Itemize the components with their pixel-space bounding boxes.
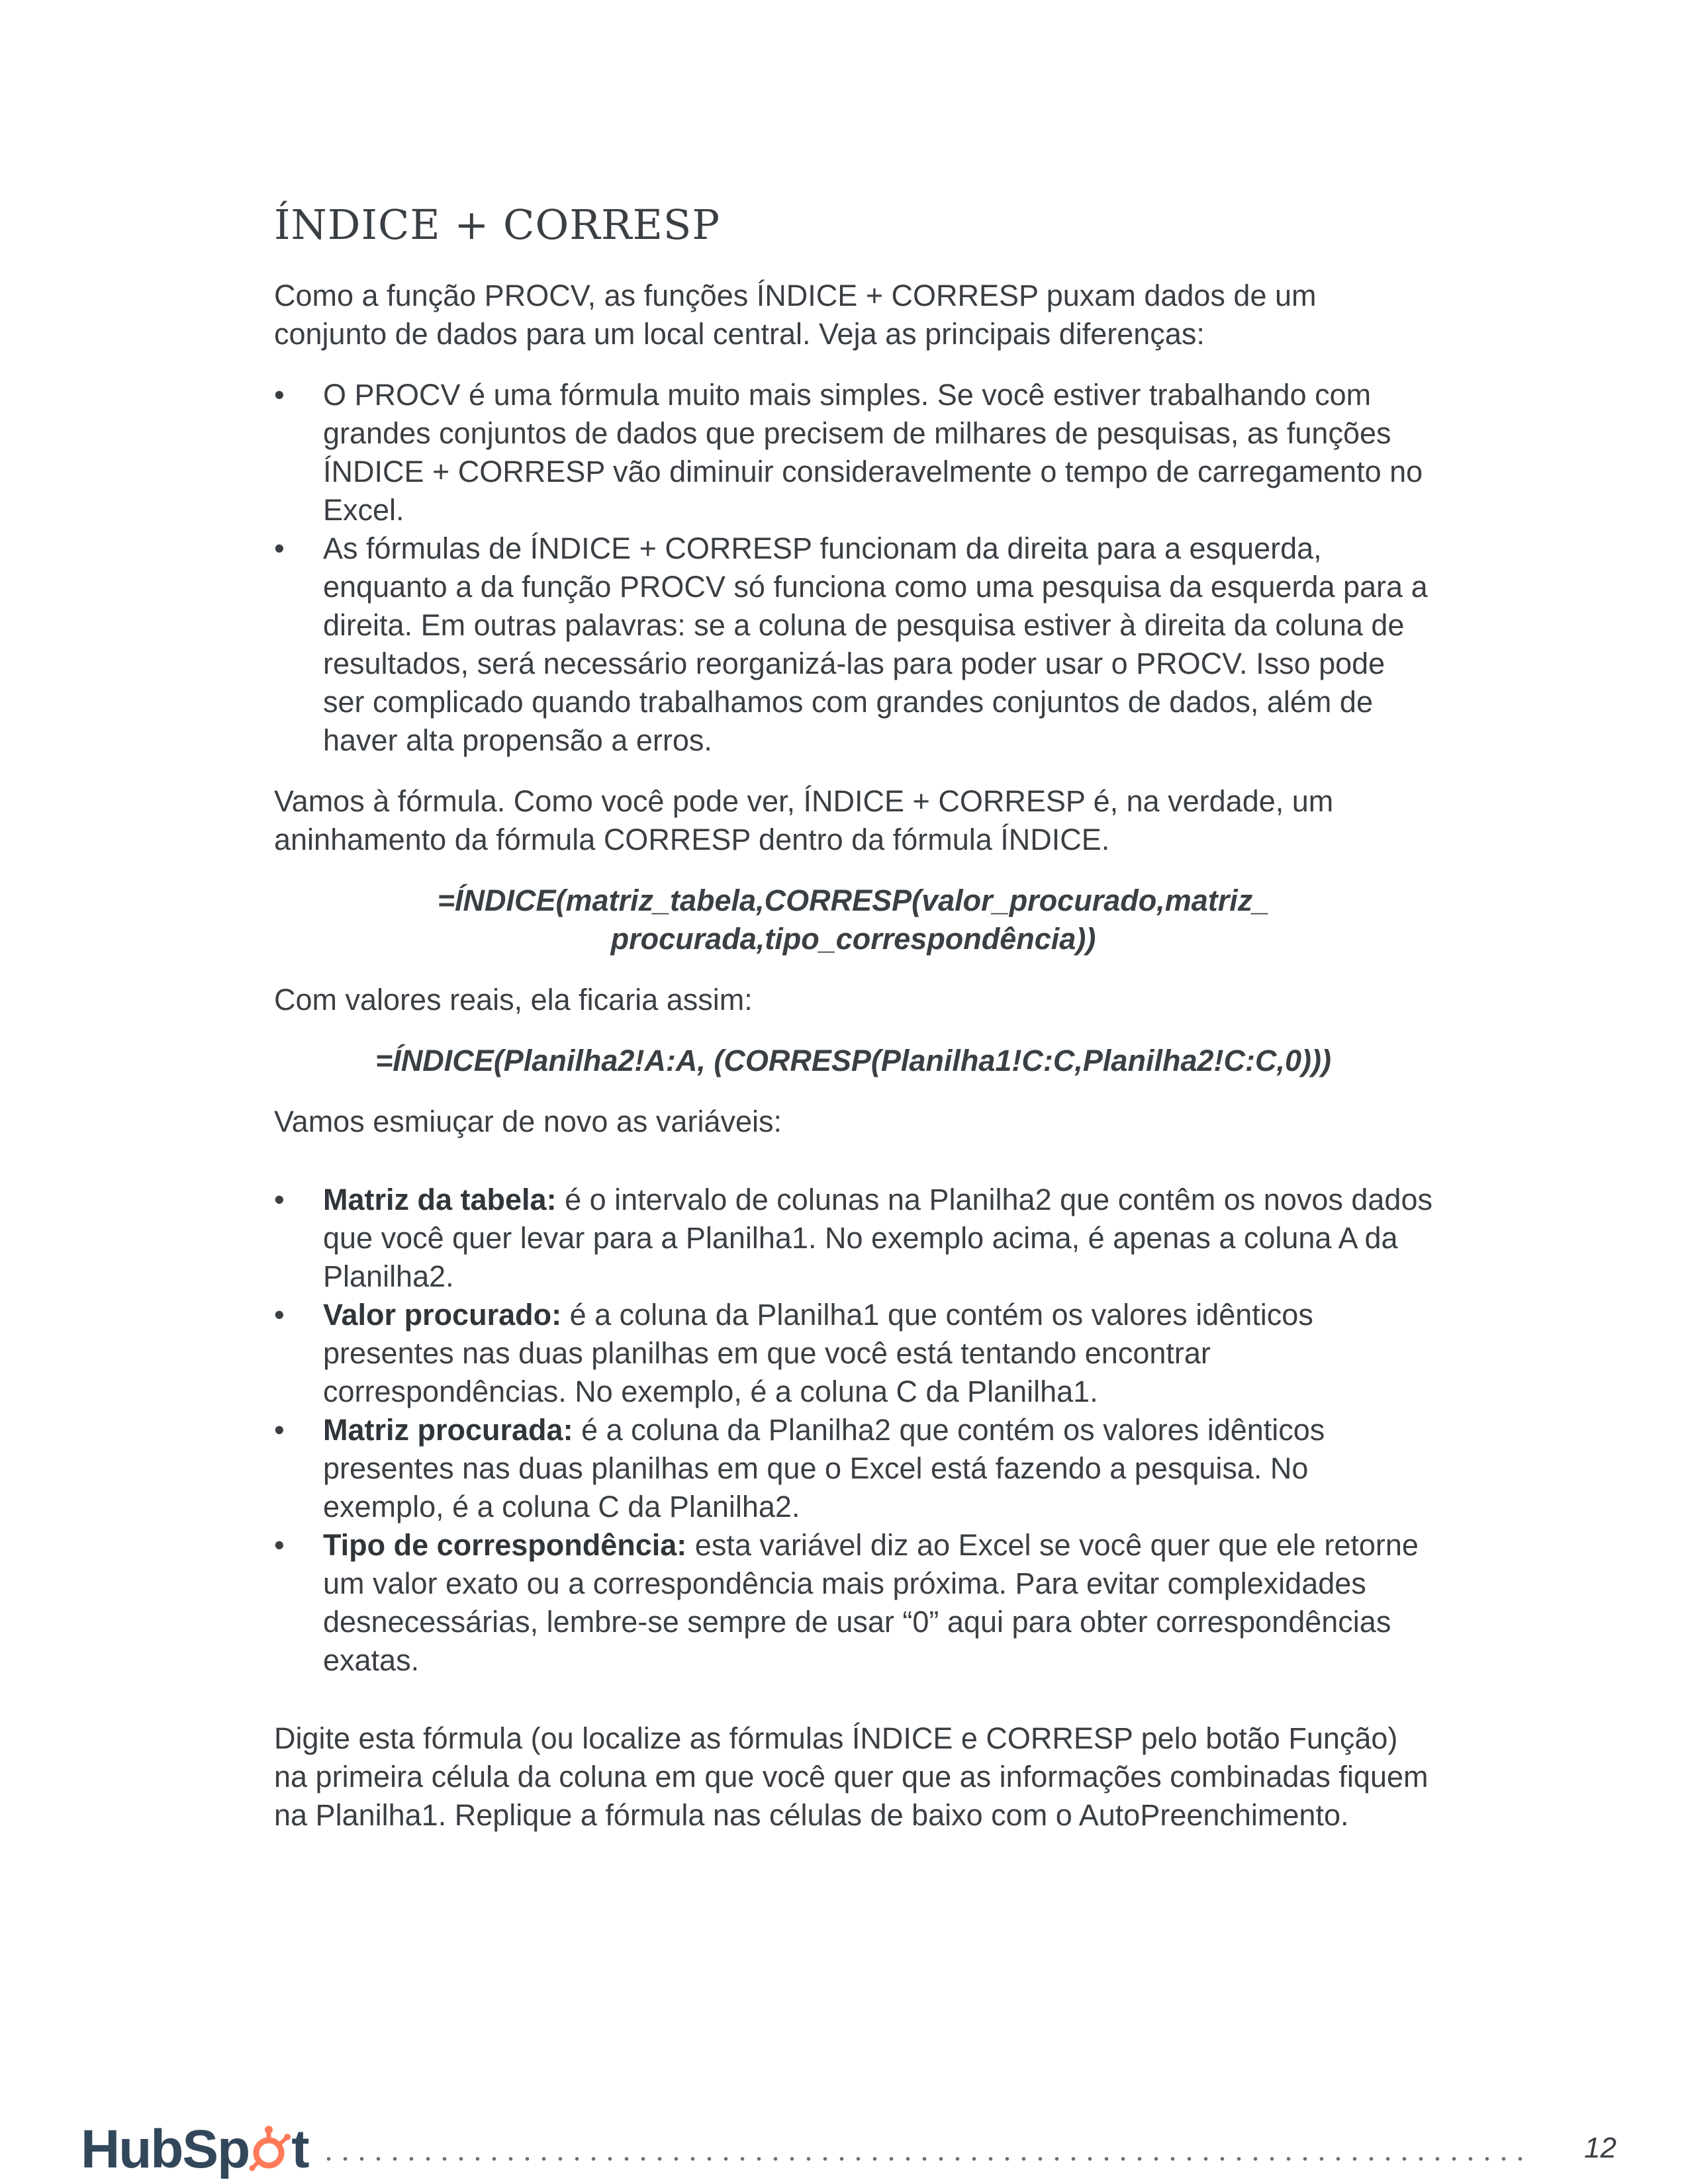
example-formula: =ÍNDICE(Planilha2!A:A, (CORRESP(Planilha1!C:C,Planilha2!C:C,0))) [375,1044,1331,1077]
page-content [274,199,1432,1857]
differences-list [274,376,1432,760]
variable-description: é a coluna da Planilha1 que contém os valores idênticos presentes nas duas planilhas em que você está tentando encontrar correspondências. No exemplo, é a coluna C da Planilha1. [323,1298,1313,1408]
variables-intro-paragraph: Vamos esmiuçar de novo as variáveis: [274,1105,782,1138]
bullet-icon: • [274,531,285,565]
variables-list [274,1181,1432,1680]
list-item-text: O PROCV é uma fórmula muito mais simples. Se você estiver trabalhando com grandes conjuntos de dados que precisem de milhares de pesquisas, as funções ÍNDICE + CORRESP vão diminuir consideravelmente o tempo de carregamento no Excel. [323,378,1423,527]
logo-text-part-2: t [291,2119,308,2179]
sprocket-icon [249,2125,291,2171]
bullet-icon: • [274,1183,285,1216]
logo-text-part-1: HubSp [81,2119,250,2179]
example-intro-paragraph: Com valores reais, ela ficaria assim: [274,983,753,1017]
variable-term: Matriz procurada: [323,1413,573,1447]
list-item [274,529,1432,760]
page-number: 12 [1584,2132,1617,2164]
section-heading: ÍNDICE + CORRESP [274,201,721,249]
list-item [274,1181,1432,1296]
hubspot-logo [81,2116,308,2183]
list-item [274,1526,1432,1680]
formula-intro-paragraph: Vamos à fórmula. Como você pode ver, ÍNDICE + CORRESP é, na verdade, um aninhamento da fórmula CORRESP dentro da fórmula ÍNDICE. [274,784,1334,856]
list-item [274,376,1432,529]
intro-paragraph: Como a função PROCV, as funções ÍNDICE + CORRESP puxam dados de um conjunto de dados para um local central. Veja as principais diferenças: [274,279,1317,351]
bullet-icon: • [274,1528,285,1562]
syntax-formula [274,882,1432,958]
syntax-formula-line-2: procurada,tipo_correspondência)) [610,922,1096,956]
dotted-leader [320,2156,1530,2161]
variable-description: esta variável diz ao Excel se você quer que ele retorne um valor exato ou a correspondência mais próxima. Para evitar complexidades desnecessárias, lembre-se sempre de usar “0” aqui para obter correspondências exatas. [323,1528,1419,1677]
bullet-icon: • [274,378,285,412]
variable-term: Tipo de correspondência: [323,1528,687,1562]
list-item [274,1296,1432,1411]
bullet-icon: • [274,1298,285,1332]
syntax-formula-line-1: =ÍNDICE(matriz_tabela,CORRESP(valor_procurado,matriz_ [437,884,1270,917]
variable-term: Matriz da tabela: [323,1183,557,1216]
page-footer [81,2116,1617,2183]
variable-description: é o intervalo de colunas na Planilha2 que contêm os novos dados que você quer levar para a Planilha1. No exemplo acima, é apenas a coluna A da Planilha2. [323,1183,1432,1293]
list-item-text: As fórmulas de ÍNDICE + CORRESP funcionam da direita para a esquerda, enquanto a da função PROCV só funciona como uma pesquisa da esquerda para a direita. Em outras palavras: se a coluna de pesquisa estiver à direita da coluna de resultados, será necessário reorganizá-las para poder usar o PROCV. Isso pode ser complicado quando trabalhamos com grandes conjuntos de dados, além de haver alta propensão a erros. [323,531,1428,757]
variable-term: Valor procurado: [323,1298,562,1332]
closing-paragraph: Digite esta fórmula (ou localize as fórmulas ÍNDICE e CORRESP pelo botão Função) na primeira célula da coluna em que você quer que as informações combinadas fiquem na Planilha1. Replique a fórmula nas células de baixo com o AutoPreenchimento. [274,1721,1429,1832]
list-item [274,1411,1432,1526]
variable-description: é a coluna da Planilha2 que contém os valores idênticos presentes nas duas planilhas em que o Excel está fazendo a pesquisa. No exemplo, é a coluna C da Planilha2. [323,1413,1325,1524]
bullet-icon: • [274,1413,285,1447]
